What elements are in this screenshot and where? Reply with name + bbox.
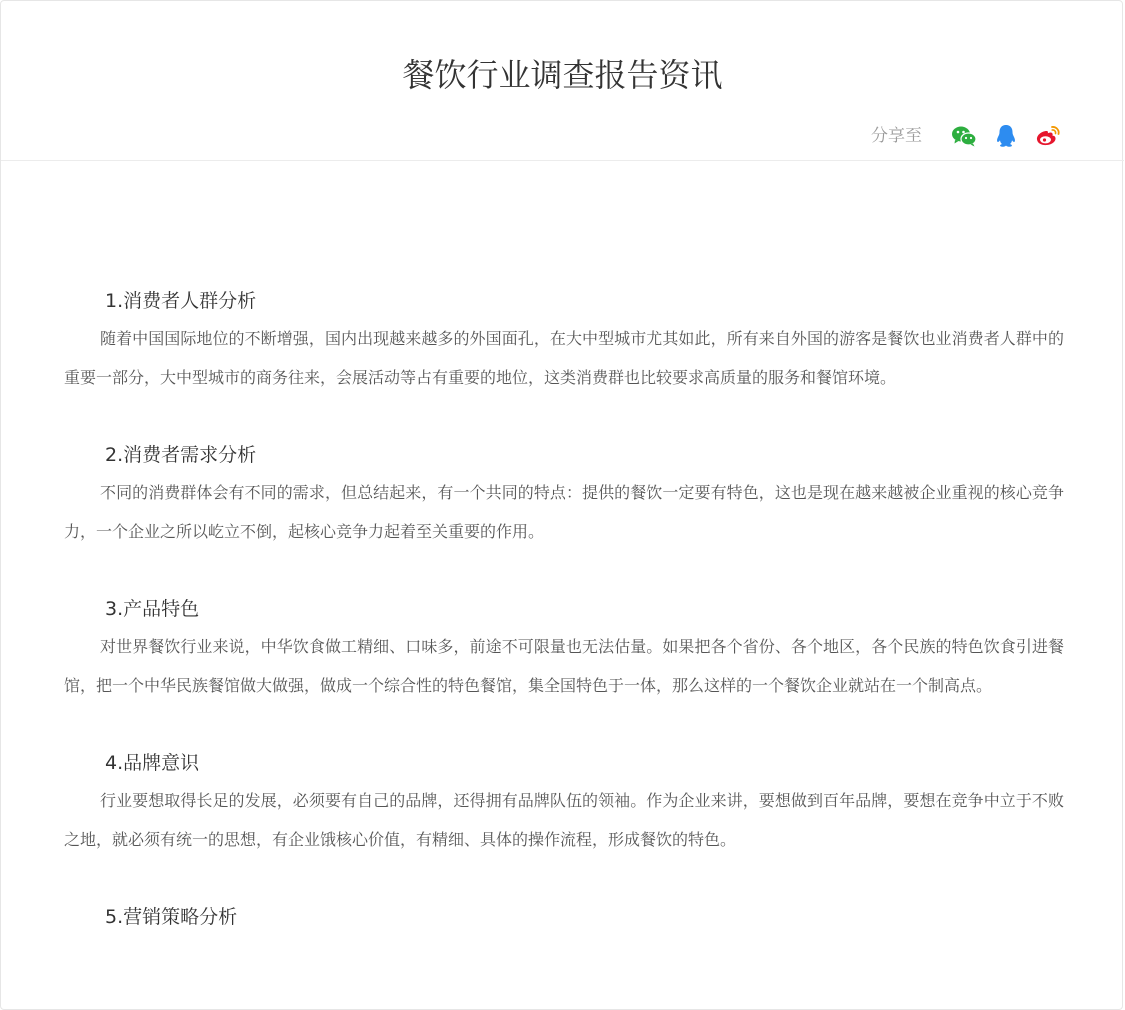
- section: [64, 745, 1064, 859]
- section-paragraph: 对世界餐饮行业来说，中华饮食做工精细、口味多，前途不可限量也无法估量。如果把各个省份、各个地区，各个民族的特色饮食引进餐馆，把一个中华民族餐馆做大做强，做成一个综合性的特色餐馆，集全国特色于一体，那么这样的一个餐饮企业就站在一个制高点。: [64, 637, 1064, 695]
- section: [64, 591, 1064, 705]
- section: [64, 283, 1064, 397]
- section: [64, 437, 1064, 551]
- section: [64, 899, 1064, 935]
- article-body: [64, 283, 1064, 975]
- section-heading: 1.消费者人群分析: [105, 290, 257, 312]
- section-paragraph: 行业要想取得长足的发展，必须要有自己的品牌，还得拥有品牌队伍的领袖。作为企业来讲，要想做到百年品牌，要想在竞争中立于不败之地，就必须有统一的思想，有企业饿核心价值，有精细、具体的操作流程，形成餐饮的特色。: [64, 791, 1064, 849]
- section-heading: 2.消费者需求分析: [105, 444, 257, 466]
- article-title: 餐饮行业调查报告资讯: [402, 56, 723, 94]
- share-label: 分享至: [871, 126, 922, 146]
- article-header: [1, 1, 1124, 161]
- share-bar: [871, 122, 1062, 150]
- wechat-icon[interactable]: [950, 122, 978, 150]
- section-heading: 3.产品特色: [105, 598, 200, 620]
- section-heading: 5.营销策略分析: [105, 906, 238, 928]
- qq-icon[interactable]: [992, 122, 1020, 150]
- section-paragraph: 随着中国国际地位的不断增强，国内出现越来越多的外国面孔，在大中型城市尤其如此，所有来自外国的游客是餐饮也业消费者人群中的重要一部分，大中型城市的商务往来，会展活动等占有重要的地位，这类消费群也比较要求高质量的服务和餐馆环境。: [64, 329, 1064, 387]
- section-heading: 4.品牌意识: [105, 752, 200, 774]
- weibo-icon[interactable]: [1034, 122, 1062, 150]
- section-paragraph: 不同的消费群体会有不同的需求，但总结起来，有一个共同的特点：提供的餐饮一定要有特色，这也是现在越来越被企业重视的核心竞争力，一个企业之所以屹立不倒，起核心竞争力起着至关重要的作用。: [64, 483, 1064, 541]
